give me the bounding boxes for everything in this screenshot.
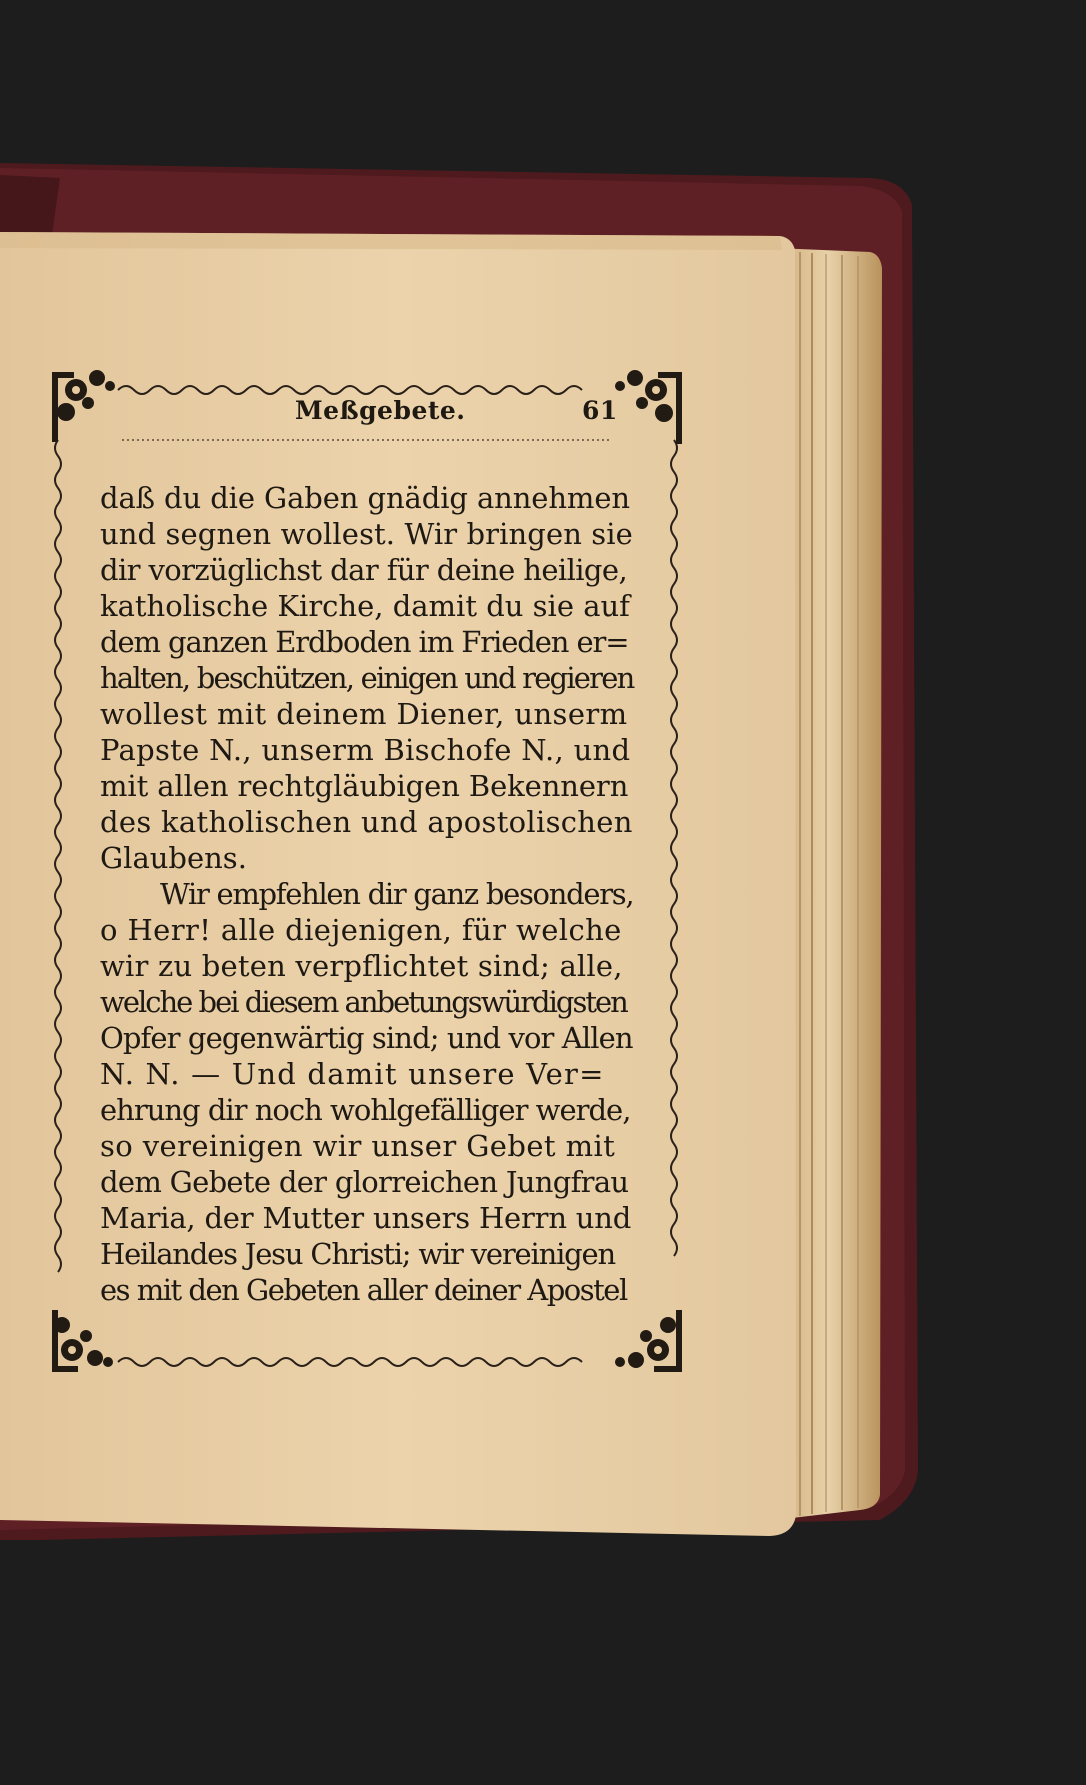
text-line: wollest mit deinem Diener, unserm [100, 697, 628, 731]
text-line: mit allen rechtgläubigen Bekennern [100, 769, 629, 803]
text-line: Maria, der Mutter unsers Herrn und [100, 1201, 632, 1235]
text-line: daß du die Gaben gnädig annehmen [100, 481, 630, 515]
page-number: 61 [582, 396, 618, 425]
running-title: Meßgebete. [295, 396, 466, 425]
text-line: dem ganzen Erdboden im Frieden er= [100, 625, 629, 659]
text-line: N. N. — Und damit unsere Ver= [100, 1057, 605, 1091]
text-line: halten, beschützen, einigen und regieren [100, 661, 634, 695]
text-line: Wir empfehlen dir ganz besonders, [160, 877, 634, 911]
text-line: Papste N., unserm Bischofe N., und [100, 733, 631, 767]
text-line: des katholischen und apostolischen [100, 805, 633, 839]
text-line: wir zu beten verpflichtet sind; alle, [100, 949, 623, 983]
text-line: dem Gebete der glorreichen Jungfrau [100, 1165, 629, 1199]
text-line: so vereinigen wir unser Gebet mit [100, 1129, 616, 1163]
text-line: und segnen wollest. Wir bringen sie [100, 517, 633, 551]
text-line: ehrung dir noch wohlgefälliger werde, [100, 1093, 631, 1127]
text-line: dir vorzüglichst dar für deine heilige, [100, 553, 628, 587]
text-line: welche bei diesem anbetungswürdigsten [100, 985, 627, 1019]
text-line: Glaubens. [100, 841, 247, 875]
text-line: o Herr! alle diejenigen, für welche [100, 913, 622, 947]
text-line: katholische Kirche, damit du sie auf [100, 589, 630, 623]
text-line: Heilandes Jesu Christi; wir vereinigen [100, 1237, 615, 1271]
text-line: Opfer gegenwärtig sind; und vor Allen [100, 1021, 633, 1055]
text-line: es mit den Gebeten aller deiner Apostel [100, 1273, 627, 1307]
